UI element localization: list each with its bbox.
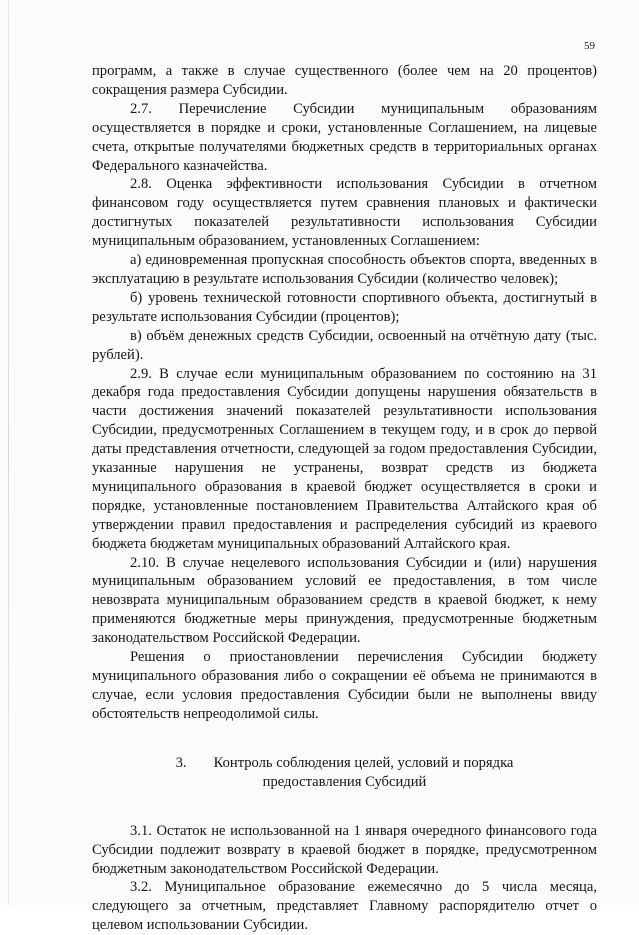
paragraph-2-10: 2.10. В случае нецелевого использования Субсидии и (или) нарушения муниципальным образованием условий ее предоставления, в том числе невозврата муниципальным образованием средств в краевой бюджет, к нему применяются бюджетные меры принуждения, предусмотренные бюджетным законодательством Российской Федерации.	[92, 554, 597, 647]
list-item-a: а) единовременная пропускная способность объектов спорта, введенных в эксплуатацию в результате использования Субсидии (количество человек);	[92, 252, 597, 287]
list-item-c: в) объём денежных средств Субсидии, освоенный на отчётную дату (тыс. рублей).	[92, 327, 597, 363]
paragraph-continuation: программ, а также в случае существенного (более чем на 20 процентов) сокращения размера Субсидии.	[92, 63, 597, 98]
paragraph-3-2: 3.2. Муниципальное образование ежемесячно до 5 числа месяца, следующего за отчетным, представляет Главному распорядителю отчет о целевом использовании Субсидии.	[92, 879, 597, 934]
section-heading	[92, 754, 597, 792]
paragraph-2-8: 2.8. Оценка эффективности использования Субсидии в отчетном финансовом году осуществляется путем сравнения плановых и фактически достигнутых показателей результативности использования Субсидии муниципальным образованием, установленных Соглашением:	[92, 176, 597, 250]
paragraph-force-majeure: Решения о приостановлении перечисления Субсидии бюджету муниципального образования либо о сокращении её объема не принимаются в случае, если условия предоставления Субсидии были не выполнены ввиду обстоятельств непреодолимой силы.	[92, 649, 597, 722]
section-heading-line-1	[92, 754, 597, 773]
section-title-line-1: Контроль соблюдения целей, условий и порядка	[213, 754, 514, 771]
page-number: 59	[584, 40, 595, 52]
paragraph-3-1: 3.1. Остаток не использованной на 1 января очередного финансового года Субсидии подлежит возврату в краевой бюджет в порядке, предусмотренном бюджетным законодательством Российской Федерации.	[92, 822, 597, 877]
document-body	[92, 62, 597, 935]
section-number: 3.	[175, 754, 187, 771]
list-item-b: б) уровень технической готовности спортивного объекта, достигнутый в результате использования Субсидии (процентов);	[92, 289, 597, 325]
scan-edge-shadow	[8, 0, 9, 905]
section-title-line-2: предоставления Субсидий	[262, 773, 427, 790]
paragraph-2-9: 2.9. В случае если муниципальным образованием по состоянию на 31 декабря года предоставления Субсидии допущены нарушения обязательств в части достижения значений показателей результативности использования Субсидии, предусмотренных Соглашением в текущем году, и в срок до первой даты представления отчетности, следующей за годом предоставления Субсидии, указанные нарушения не устранены, возврат средств из бюджета муниципального образования в краевой бюджет осуществляется в сроки и порядке, установленные постановлением Правительства Алтайского края об утверждении правил предоставления и распределения субсидий из краевого бюджета бюджетам муниципальных образований Алтайского края.	[92, 365, 597, 552]
paragraph-2-7: 2.7. Перечисление Субсидии муниципальным образованиям осуществляется в порядке и сроки, установленные Соглашением, на лицевые счета, открытые получателями бюджетных средств в территориальных органах Федерального казначейства.	[92, 100, 597, 174]
